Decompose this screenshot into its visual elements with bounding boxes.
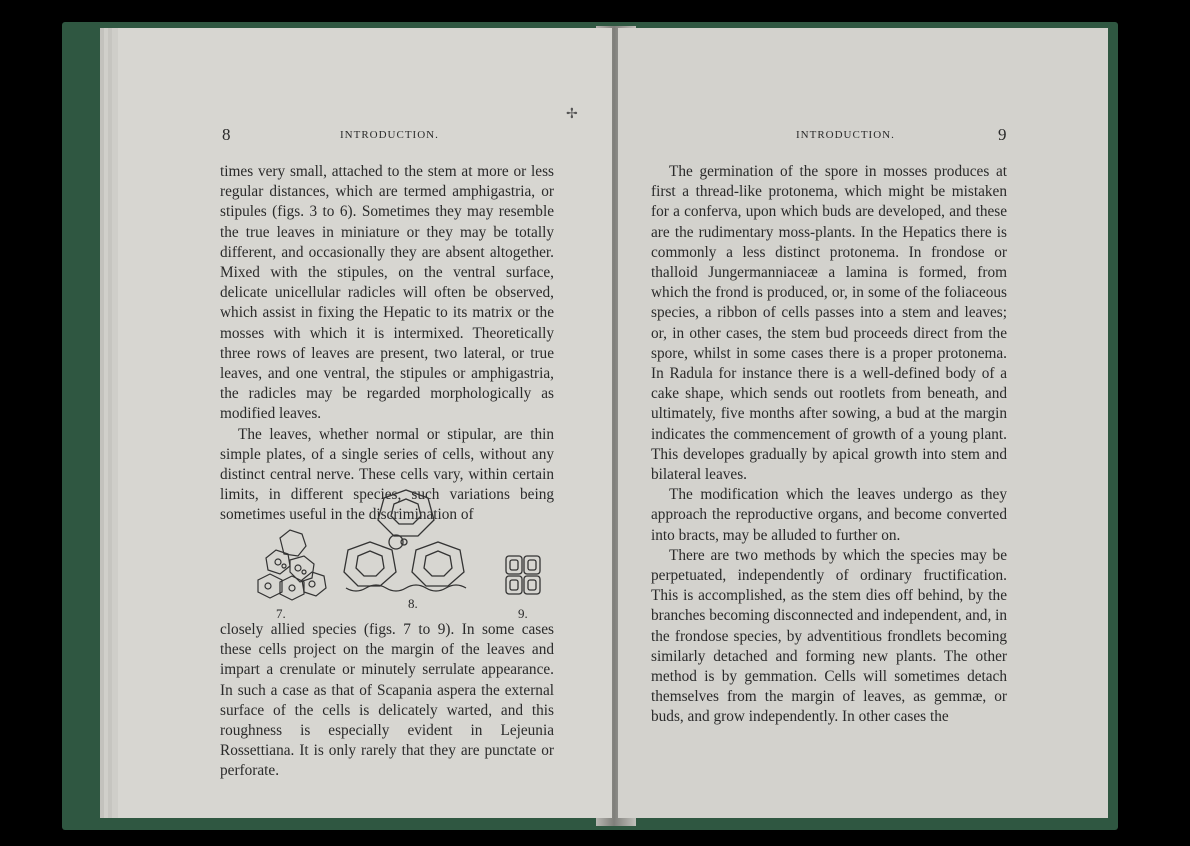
paragraph: times very small, attached to the stem at more or less regular distances, which are termed amphigastria, or stipules (figs. 3 to 6). Sometimes they may resemble the true leaves in miniature or they may be totally different, and occasionally they are absent altogether. Mixed with the stipules, on the ventral surface, delicate unicellular radicles will often be observed, which assist in fixing the Hepatic to its matrix or the mosses with which it is intermixed. Theoretically three rows of leaves are present, two lateral, or true leaves, and one ventral, the stipules or amphigastria, the radicles may be regarded morphologically as modified leaves. [220, 163, 554, 423]
page-number: 9 [998, 125, 1007, 144]
running-head: INTRODUCTION. [796, 129, 895, 141]
body-text-top [220, 162, 554, 526]
left-page [118, 28, 612, 818]
figure-8-icon [344, 490, 466, 591]
figure-label-8: 8. [408, 596, 418, 611]
paragraph: The germination of the spore in mosses produces at first a thread-like protonema, which might be mistaken for a conferva, upon which buds are developed, and these are the rudimentary moss-plants. In the Hepatics there is commonly a less distinct protonema. In frondose or thalloid Jungermanniaceæ a lamina is formed, from which the frond is produced, or, in some of the foliaceous species, a ribbon of cells passes into a stem and leaves; or, in other cases, the stem bud proceeds direct from the spore, whilst in some cases there is a proper protonema. In Radula for instance there is a well-defined body of a cake shape, which sends out rootlets from beneath, and ultimately, five months after sowing, a bud at the margin indicates the commencement of growth of a young plant. This developes gradually by apical growth into stem and bilateral leaves. [651, 163, 1007, 484]
figures-7-9 [218, 488, 558, 623]
paragraph: closely allied species (figs. 7 to 9). In some cases these cells project on the margin of the leaves and impart a crenulate or minutely serrulate appearance. In such a case as that of Scapania aspera the external surface of the cells is delicately warted, and this roughness is especially evident in Lejeunia Rossettiana. It is only rarely that they are punctate or perforate. [220, 621, 554, 780]
body-text-bottom [220, 620, 554, 782]
paragraph: There are two methods by which the species may be perpetuated, independently of ordinary fructification. This is accomplished, as the stem dies off behind, by the branches becoming disconnected and independent, and, in the frondose species, by adventitious frondlets becoming similarly detached and forming new plants. The other method is by gemmation. Cells will sometimes detach themselves from the margin of leaves, as gemmæ, or buds, and grow independently. In other cases the [651, 546, 1007, 726]
running-head: INTRODUCTION. [340, 129, 439, 141]
page-number: 8 [222, 125, 231, 144]
cell-figures-illustration [218, 488, 558, 623]
body-text [651, 162, 1007, 728]
figure-9-icon [506, 556, 540, 594]
right-page [618, 28, 1108, 818]
paragraph: The modification which the leaves undergo as they approach the reproductive organs, and become converted into bracts, may be alluded to further on. [651, 486, 1007, 544]
paragraph: The leaves, whether normal or stipular, are thin simple plates, of a single series of cells, without any distinct central nerve. These cells vary, within certain limits, in different species, such variations being sometimes useful in the discrimination of [220, 425, 554, 524]
figure-label-9: 9. [518, 606, 528, 621]
figure-7-icon [258, 530, 326, 600]
ink-mark: ✢ [566, 107, 578, 122]
figure-label-7: 7. [276, 606, 286, 621]
